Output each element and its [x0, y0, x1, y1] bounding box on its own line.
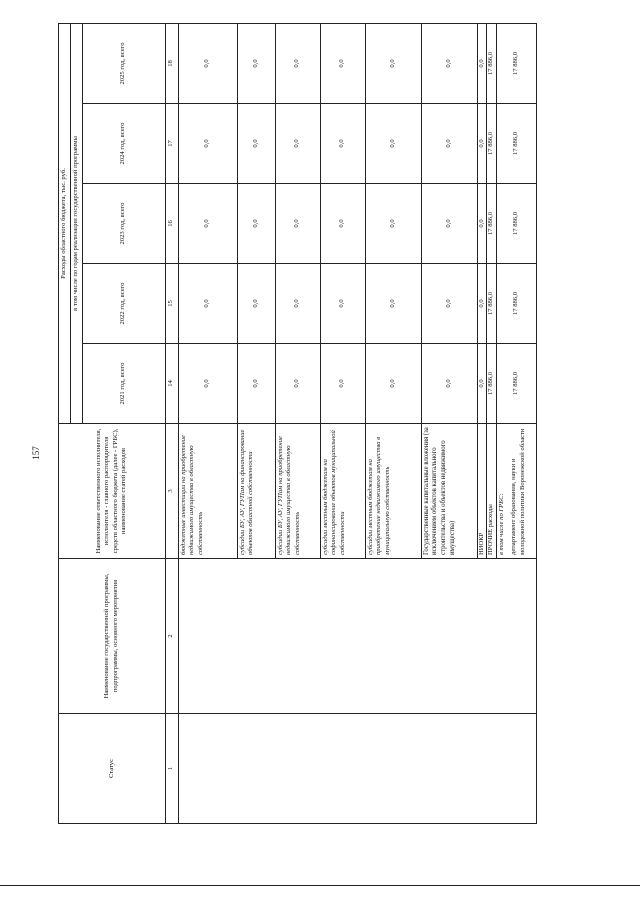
row-label: Государственные капитальные вложения (за исключением объектов капитального строительства и объектов недвижимого имущества) [421, 424, 477, 559]
value-cell: 17 886,0 [487, 264, 497, 344]
value-cell: 0,0 [275, 104, 320, 184]
row-label: субсидии БУ, АУ, ГУПам на финансирование объектов областной собственности [237, 424, 275, 559]
value-cell: 0,0 [477, 104, 487, 184]
col-number: 18 [165, 23, 178, 103]
value-cell: 0,0 [365, 184, 421, 264]
bottom-rule [0, 885, 640, 886]
budget-table-rotated [58, 24, 610, 824]
value-cell: 0,0 [477, 23, 487, 103]
header-year-2023: 2023 год, всего [82, 184, 165, 264]
value-cell: 0,0 [320, 184, 365, 264]
value-cell: 17 886,0 [487, 23, 497, 103]
col-number: 2 [165, 559, 178, 714]
value-cell: 0,0 [477, 184, 487, 264]
department-cell [496, 424, 536, 559]
other-label: ПРОЧИЕ расходы [487, 424, 497, 559]
value-cell: 17 886,0 [487, 344, 497, 424]
col-number: 14 [165, 344, 178, 424]
col-number: 16 [165, 184, 178, 264]
row-label: субсидии БУ, АУ, ГУПам на приобретение недвижимого имущества в областную собственность [275, 424, 320, 559]
value-cell: 17 886,0 [496, 344, 536, 424]
budget-table [58, 23, 537, 824]
header-year-2021: 2021 год, всего [82, 344, 165, 424]
header-expenses-title: Расходы областного бюджета, тыс. руб. [59, 23, 71, 423]
page-number: 157 [31, 446, 41, 460]
value-cell: 17 886,0 [487, 184, 497, 264]
header-program: Наименование государственной программы, подпрограммы, основного мероприятия [59, 559, 166, 714]
value-cell: 0,0 [237, 264, 275, 344]
department-label: департамент образования, науки и молодежной политики Воронежской области [510, 428, 526, 555]
value-cell: 0,0 [178, 23, 237, 103]
value-cell: 0,0 [320, 104, 365, 184]
value-cell: 0,0 [237, 104, 275, 184]
value-cell: 17 886,0 [496, 184, 536, 264]
value-cell: 0,0 [320, 264, 365, 344]
header-year-2024: 2024 год, всего [82, 104, 165, 184]
value-cell: 0,0 [365, 344, 421, 424]
value-cell: 0,0 [421, 23, 477, 103]
grbs-note: в том числе по ГРБС: [497, 493, 505, 555]
header-year-2022: 2022 год, всего [82, 264, 165, 344]
table-row [178, 23, 237, 823]
col-number: 15 [165, 264, 178, 344]
col-number: 3 [165, 424, 178, 559]
value-cell: 0,0 [421, 344, 477, 424]
row-label: субсидии местным бюджетам на приобретение недвижимого имущества в муниципальную собственность [365, 424, 421, 559]
value-cell: 0,0 [237, 23, 275, 103]
value-cell: 0,0 [178, 264, 237, 344]
row-label: бюджетные инвестиции на приобретение недвижимого имущества в областную собственность [178, 424, 237, 559]
value-cell: 0,0 [320, 23, 365, 103]
value-cell: 0,0 [477, 344, 487, 424]
value-cell: 0,0 [477, 264, 487, 344]
value-cell: 0,0 [365, 23, 421, 103]
col-number: 17 [165, 104, 178, 184]
header-expenses-sub: в том числе по годам реализации государственной программы [71, 23, 83, 423]
value-cell: 0,0 [178, 104, 237, 184]
value-cell: 0,0 [275, 23, 320, 103]
value-cell: 0,0 [275, 344, 320, 424]
value-cell: 17 886,0 [496, 23, 536, 103]
col-number: 1 [165, 714, 178, 824]
value-cell: 0,0 [178, 344, 237, 424]
value-cell: 0,0 [178, 184, 237, 264]
value-cell: 0,0 [365, 264, 421, 344]
value-cell: 17 886,0 [496, 264, 536, 344]
value-cell: 0,0 [320, 344, 365, 424]
value-cell: 0,0 [421, 104, 477, 184]
header-year-2025: 2025 год, всего [82, 23, 165, 103]
value-cell: 0,0 [237, 184, 275, 264]
value-cell: 0,0 [275, 184, 320, 264]
value-cell: 17 886,0 [496, 104, 536, 184]
header-status: Статус [59, 714, 166, 824]
value-cell: 17 886,0 [487, 104, 497, 184]
value-cell: 0,0 [237, 344, 275, 424]
header-executor: Наименование ответственного исполнителя, исполнителя - главного распорядителя средств областного бюджета (далее - ГРБС), наименование статей расходов [59, 424, 166, 559]
value-cell: 0,0 [365, 104, 421, 184]
value-cell: 0,0 [421, 264, 477, 344]
niokr-label: НИОКР [477, 424, 487, 559]
value-cell: 0,0 [421, 184, 477, 264]
program-cell [178, 559, 536, 714]
value-cell: 0,0 [275, 264, 320, 344]
status-cell [178, 714, 536, 824]
row-label: субсидии местным бюджетам на софинансирование объектов муниципальной собственности [320, 424, 365, 559]
